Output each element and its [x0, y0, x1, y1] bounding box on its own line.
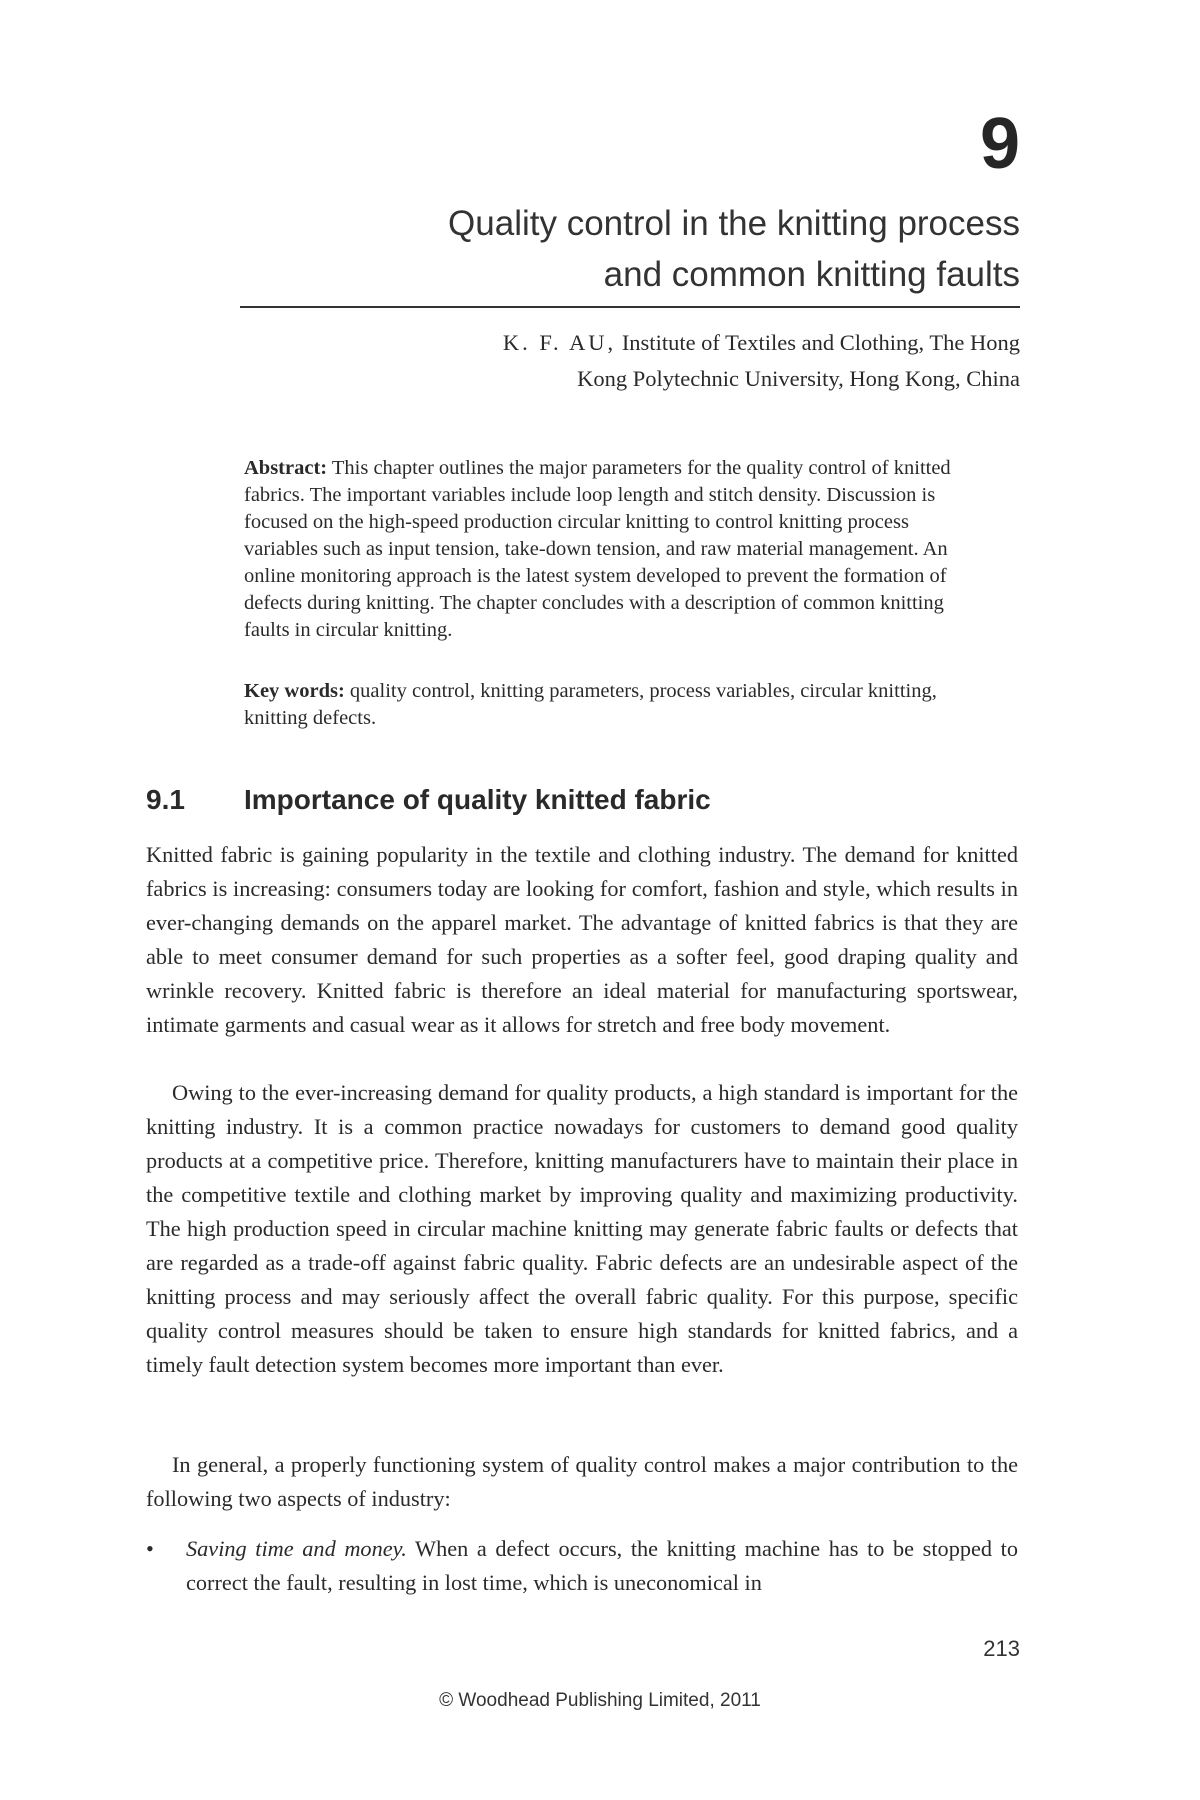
bullet-list-item — [146, 1532, 1018, 1600]
abstract — [244, 455, 984, 644]
bullet-lead: Saving time and money. — [186, 1536, 407, 1561]
section-title: Importance of quality knitted fabric — [244, 784, 711, 815]
affiliation-line-2: Kong Polytechnic University, Hong Kong, China — [577, 366, 1020, 391]
abstract-text: This chapter outlines the major parameters for the quality control of knitted fabrics. The important variables include loop length and stitch density. Discussion is focused on the high-speed production circular knitting to control knitting process variables such as input tension, take-down tension, and raw material management. An online monitoring approach is the latest system developed to prevent the formation of defects during knitting. The chapter concludes with a description of common knitting faults in circular knitting. — [244, 457, 951, 641]
affiliation-line-1: Institute of Textiles and Clothing, The Hong — [621, 330, 1020, 355]
page-number: 213 — [983, 1636, 1020, 1661]
chapter-number: 9 — [979, 104, 1020, 184]
bullet-text — [186, 1532, 1018, 1600]
title-divider — [240, 306, 1020, 308]
author-line-1 — [320, 325, 1020, 361]
chapter-title-line-2: and common knitting faults — [603, 255, 1020, 294]
section-heading — [146, 782, 1026, 818]
author-affiliation — [320, 325, 1020, 397]
chapter-title-line-1: Quality control in the knitting process — [448, 204, 1020, 243]
author-name: K. F. AU, — [502, 330, 617, 355]
section-number: 9.1 — [146, 784, 185, 815]
paragraph-3: In general, a properly functioning system of quality control makes a major contribution to the following two aspects of industry: — [146, 1452, 1018, 1511]
bullet-icon: • — [146, 1536, 154, 1561]
keywords — [244, 678, 984, 732]
paragraph-2: Owing to the ever-increasing demand for quality products, a high standard is important for the knitting industry. It is a common practice nowadays for customers to demand good quality products at a competitive price. Therefore, knitting manufacturers have to maintain their place in the competitive textile and clothing market by improving quality and maximizing productivity. The high production speed in circular machine knitting may generate fabric faults or defects that are regarded as a trade-off against fabric quality. Fabric defects are an undesirable aspect of the knitting process and may seriously affect the overall fabric quality. For this purpose, specific quality control measures should be taken to ensure high standards for knitted fabrics, and a timely fault detection system becomes more important than ever. — [146, 1080, 1018, 1377]
keywords-text: quality control, knitting parameters, process variables, circular knitting, knitting defects. — [244, 680, 937, 729]
copyright-notice: © Woodhead Publishing Limited, 2011 — [439, 1690, 761, 1711]
bullet-body: When a defect occurs, the knitting machine has to be stopped to correct the fault, resulting in lost time, which is uneconomical in — [186, 1536, 1018, 1595]
keywords-label: Key words: — [244, 680, 345, 702]
chapter-title — [320, 198, 1020, 300]
abstract-label: Abstract: — [244, 457, 328, 479]
paragraph-1: Knitted fabric is gaining popularity in the textile and clothing industry. The demand for knitted fabrics is increasing: consumers today are looking for comfort, fashion and style, which results in ever-changing demands on the apparel market. The advantage of knitted fabrics is that they are able to meet consumer demand for such properties as a softer feel, good draping quality and wrinkle recovery. Knitted fabric is therefore an ideal material for manufacturing sportswear, intimate garments and casual wear as it allows for stretch and free body movement. — [146, 842, 1018, 1037]
